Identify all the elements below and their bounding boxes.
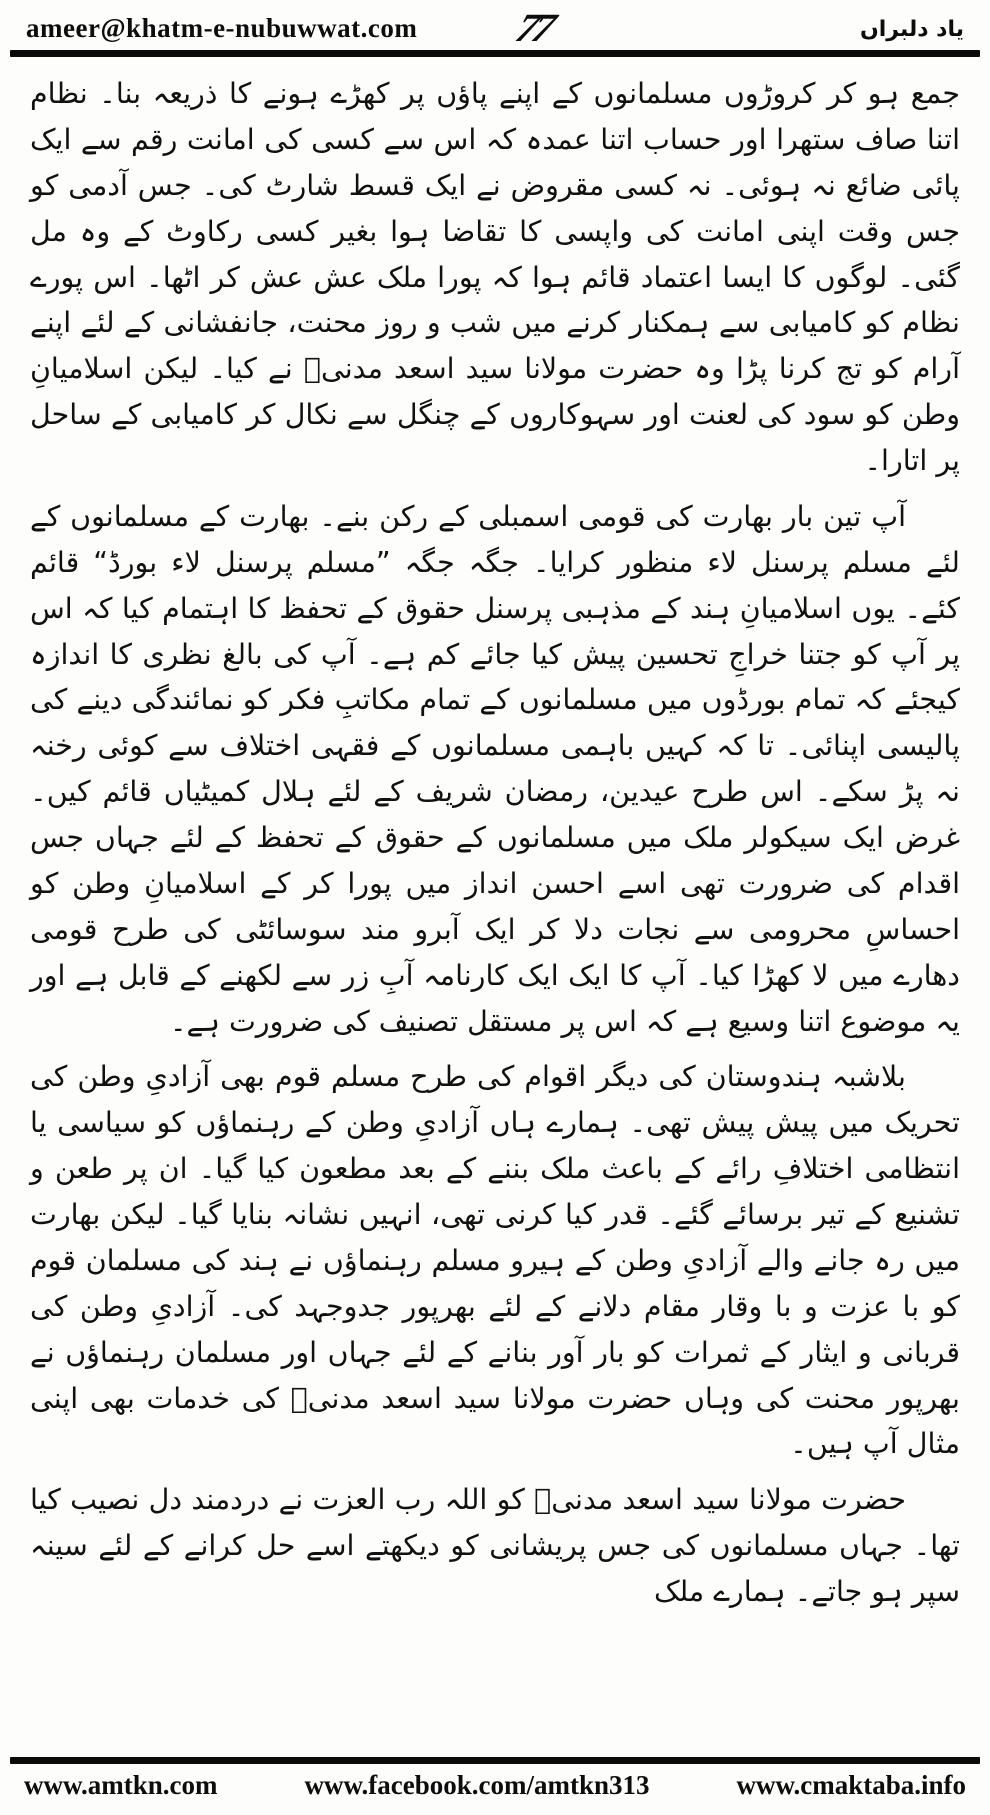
paragraph-4: حضرت مولانا سید اسعد مدنیؒ کو اللہ رب العزت نے دردمند دل نصیب کیا تھا۔ جہاں مسلمانوں کی جس پریشانی کو دیکھتے اسے حل کرانے کے لئے سینہ سپر ہو جاتے۔ ہمارے ملک [30, 1483, 960, 1608]
footer-link-cmaktaba: www.cmaktaba.info [736, 1770, 966, 1800]
paragraph-2: آپ تین بار بھارت کی قومی اسمبلی کے رکن بنے۔ بھارت کے مسلمانوں کے لئے مسلم پرسنل لاء منظور کرایا۔ جگہ جگہ ”مسلم پرسنل لاء بورڈ“ قائم کئے۔ یوں اسلامیانِ ہند کے مذہبی پرسنل حقوق کے تحفظ کا اہتمام کیا کہ اس پر آپ کو جتنا خراجِ تحسین پیش کیا جائے کم ہے۔ آپ کی بالغ نظری کا اندازہ کیجئے کہ تمام بورڈوں میں مسلمانوں کے تمام مکاتبِ فکر کو نمائندگی دینے کی پالیسی اپنائی۔ تا کہ کہیں باہمی مسلمانوں کے فقہی اختلاف سے کوئی رخنہ نہ پڑ سکے۔ اس طرح عیدین، رمضان شریف کے لئے ہلال کمیٹیاں قائم کیں۔ غرض ایک سیکولر ملک میں مسلمانوں کے حقوق کے تحفظ کے لئے جہاں جس اقدام کی ضرورت تھی اسے احسن انداز میں پورا کر کے اسلامیانِ وطن کو احساسِ محرومی سے نجات دلا کر ایک آبرو مند سوسائٹی کی طرح قومی دھارے میں لا کھڑا کیا۔ آپ کا ایک ایک کارنامہ آبِ زر سے لکھنے کے قابل ہے اور یہ موضوع اتنا وسیع ہے کہ اس پر مستقل تصنیف کی ضرورت ہے۔ [30, 499, 960, 1038]
paragraph-1: جمع ہو کر کروڑوں مسلمانوں کے اپنے پاؤں پر کھڑے ہونے کا ذریعہ بنا۔ نظام اتنا صاف ستھرا اور حساب اتنا عمدہ کہ اس سے کسی کی امانت رقم سے ایک پائی ضائع نہ ہوئی۔ نہ کسی مقروض نے ایک قسط شارٹ کی۔ جس آدمی کو جس وقت اپنی امانت کی واپسی کا تقاضا ہوا بغیر کسی رکاوٹ کے وہ مل گئی۔ لوگوں کا ایسا اعتماد قائم ہوا کہ پورا ملک عش عش کر اٹھا۔ اس پورے نظام کو کامیابی سے ہمکنار کرنے میں شب و روز محنت، جانفشانی کے لئے اپنے آرام کو تج کرنا پڑا وہ حضرت مولانا سید اسعد مدنیؒ نے کیا۔ لیکن اسلامیانِ وطن کو سود کی لعنت اور سہوکاروں کے چنگل سے نکال کر کامیابی کے ساحل پر اتارا۔ [30, 77, 960, 477]
footer-link-facebook: www.facebook.com/amtkn313 [304, 1770, 650, 1800]
footer-rule [10, 1757, 980, 1764]
footer-link-amtkn: www.amtkn.com [24, 1770, 218, 1800]
page-header [0, 0, 990, 50]
book-title: یاد دلبراں [859, 17, 964, 42]
paragraph-3: بلاشبہ ہندوستان کی دیگر اقوام کی طرح مسلم قوم بھی آزادیِ وطن کی تحریک میں پیش پیش تھی۔ ہمارے ہاں آزادیِ وطن کے رہنماؤں کو سیاسی یا انتظامی اختلافِ رائے کے باعث ملک بننے کے بعد مطعون کیا گیا۔ ان پر طعن و تشنیع کے تیر برسائے گئے۔ قدر کیا کرنی تھی، انہیں نشانہ بنایا گیا۔ لیکن بھارت میں رہ جانے والے آزادیِ وطن کے ہیرو مسلم رہنماؤں نے ہند کی مسلمان قوم کو با عزت و با وقار مقام دلانے کے لئے بھرپور جدوجہد کی۔ آزادیِ وطن کی قربانی و ایثار کے ثمرات کو بار آور بنانے کے لئے جہاں اور مسلمان رہنماؤں نے بھرپور محنت کی وہاں حضرت مولانا سید اسعد مدنیؒ کی خدمات بھی اپنی مثال آپ ہیں۔ [30, 1060, 960, 1461]
page-body [0, 57, 990, 1615]
page-footer [0, 1757, 990, 1815]
header-rule [10, 50, 980, 57]
page-number: 77 [510, 5, 558, 50]
header-email: ameer@khatm-e-nubuwwat.com [26, 13, 418, 43]
footer-links [0, 1764, 990, 1811]
